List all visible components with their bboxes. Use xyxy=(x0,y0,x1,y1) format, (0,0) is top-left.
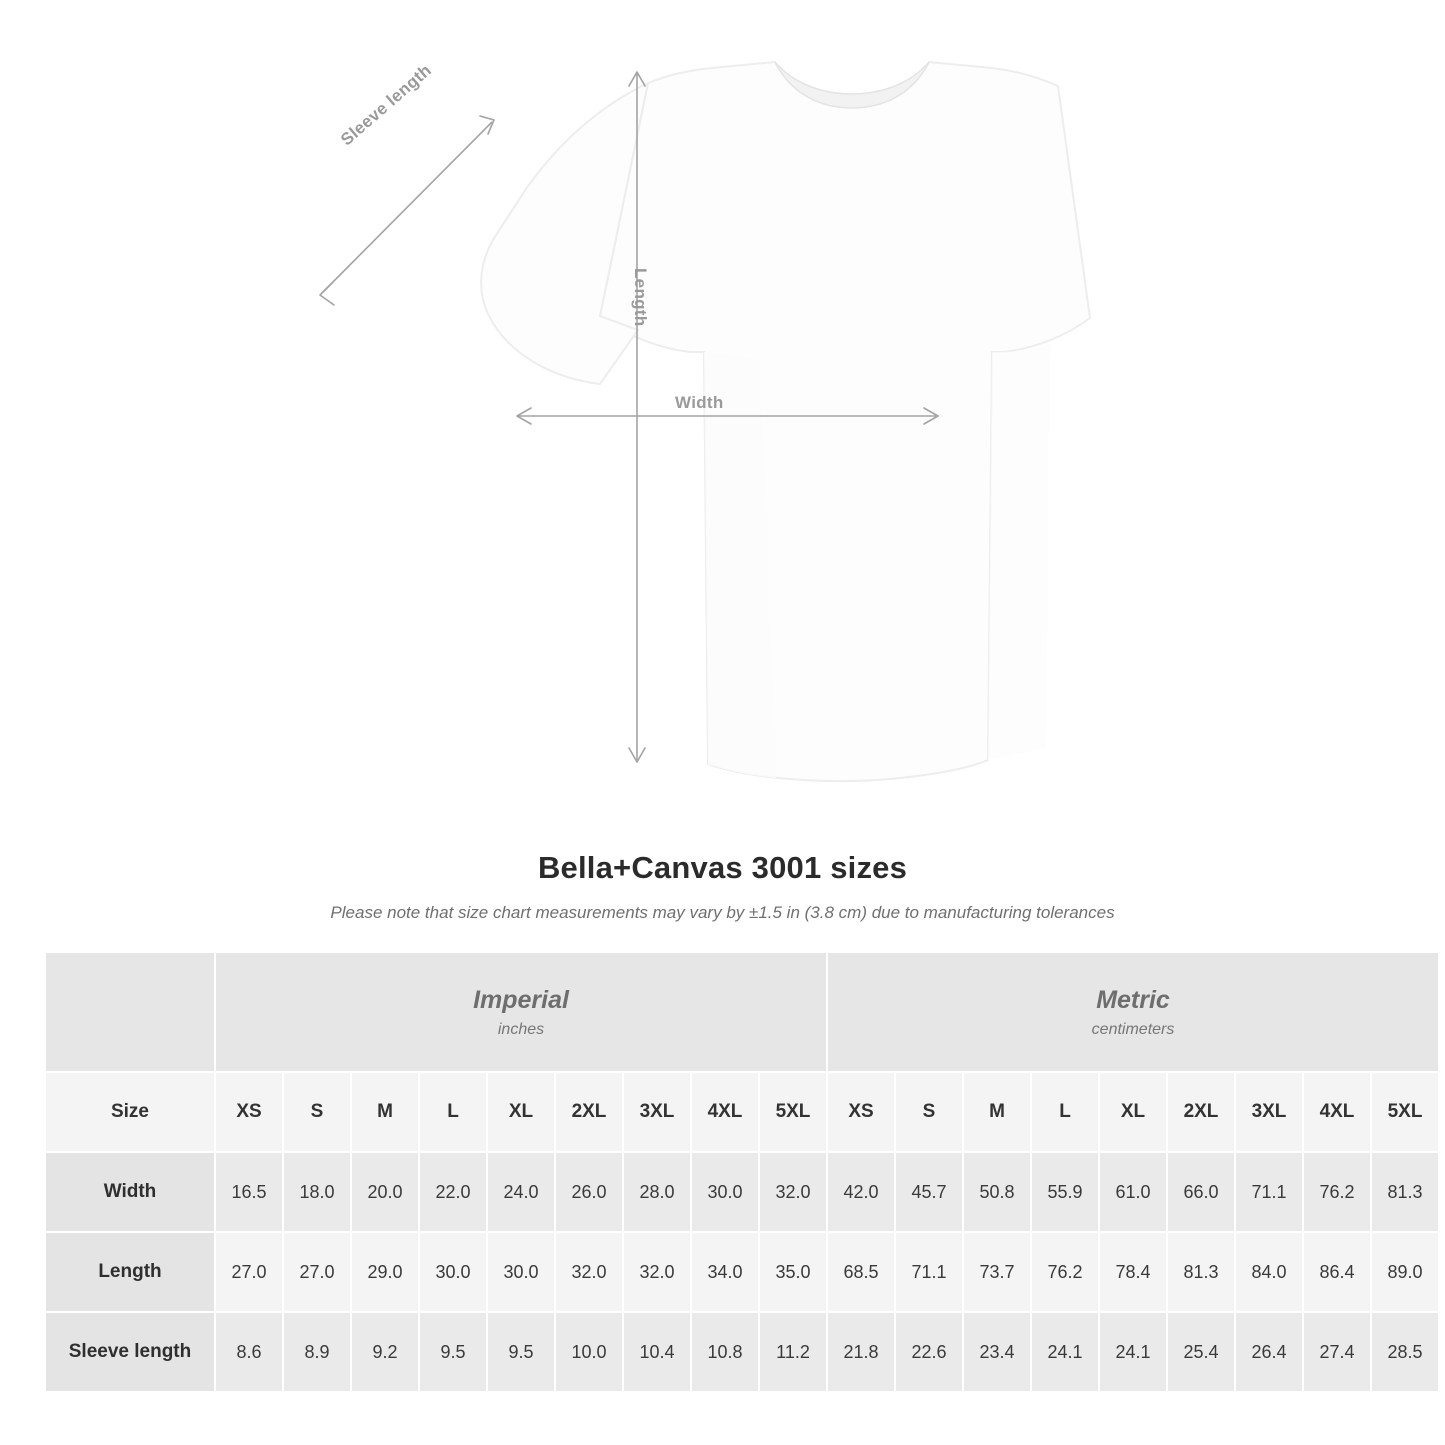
cell-length-imperial-4xl: 34.0 xyxy=(692,1233,758,1311)
cell-width-imperial-s: 18.0 xyxy=(284,1153,350,1231)
cell-sleeve-metric-5xl: 28.5 xyxy=(1372,1313,1438,1391)
cell-width-imperial-xl: 24.0 xyxy=(488,1153,554,1231)
cell-sleeve-metric-xs: 21.8 xyxy=(828,1313,894,1391)
cell-length-imperial-3xl: 32.0 xyxy=(624,1233,690,1311)
cell-width-imperial-2xl: 26.0 xyxy=(556,1153,622,1231)
header-metric-s: S xyxy=(896,1073,962,1151)
cell-sleeve-metric-s: 22.6 xyxy=(896,1313,962,1391)
cell-sleeve-metric-m: 23.4 xyxy=(964,1313,1030,1391)
metric-name: Metric xyxy=(1096,986,1170,1015)
header-metric-4xl: 4XL xyxy=(1304,1073,1370,1151)
header-imperial-5xl: 5XL xyxy=(760,1073,826,1151)
cell-sleeve-metric-4xl: 27.4 xyxy=(1304,1313,1370,1391)
cell-width-imperial-xs: 16.5 xyxy=(216,1153,282,1231)
header-metric-l: L xyxy=(1032,1073,1098,1151)
header-metric-m: M xyxy=(964,1073,1030,1151)
imperial-sub: inches xyxy=(497,1020,545,1038)
cell-width-metric-s: 45.7 xyxy=(896,1153,962,1231)
cell-length-metric-3xl: 84.0 xyxy=(1236,1233,1302,1311)
cell-width-metric-m: 50.8 xyxy=(964,1153,1030,1231)
row-label-width: Width xyxy=(46,1153,214,1231)
row-label-length: Length xyxy=(46,1233,214,1311)
cell-sleeve-imperial-3xl: 10.4 xyxy=(624,1313,690,1391)
cell-length-imperial-2xl: 32.0 xyxy=(556,1233,622,1311)
header-metric-xl: XL xyxy=(1100,1073,1166,1151)
cell-sleeve-metric-2xl: 25.4 xyxy=(1168,1313,1234,1391)
title-block xyxy=(0,850,1445,923)
cell-width-imperial-4xl: 30.0 xyxy=(692,1153,758,1231)
unit-header-row xyxy=(46,953,1438,1071)
cell-width-imperial-3xl: 28.0 xyxy=(624,1153,690,1231)
unit-header-spacer xyxy=(46,953,214,1071)
cell-width-imperial-l: 22.0 xyxy=(420,1153,486,1231)
cell-sleeve-metric-l: 24.1 xyxy=(1032,1313,1098,1391)
header-imperial-s: S xyxy=(284,1073,350,1151)
cell-sleeve-metric-xl: 24.1 xyxy=(1100,1313,1166,1391)
imperial-name: Imperial xyxy=(473,986,569,1015)
cell-length-imperial-xs: 27.0 xyxy=(216,1233,282,1311)
cell-length-metric-s: 71.1 xyxy=(896,1233,962,1311)
header-imperial-xs: XS xyxy=(216,1073,282,1151)
table-row xyxy=(46,1153,1438,1231)
header-imperial-m: M xyxy=(352,1073,418,1151)
length-label: Length xyxy=(631,268,650,327)
size-header-row xyxy=(46,1073,1438,1151)
cell-sleeve-imperial-xs: 8.6 xyxy=(216,1313,282,1391)
tshirt-shape xyxy=(481,62,1090,781)
header-imperial-4xl: 4XL xyxy=(692,1073,758,1151)
cell-length-metric-xl: 78.4 xyxy=(1100,1233,1166,1311)
cell-length-imperial-m: 29.0 xyxy=(352,1233,418,1311)
cell-width-metric-3xl: 71.1 xyxy=(1236,1153,1302,1231)
table-row xyxy=(46,1313,1438,1391)
cell-sleeve-imperial-4xl: 10.8 xyxy=(692,1313,758,1391)
cell-length-metric-m: 73.7 xyxy=(964,1233,1030,1311)
size-table xyxy=(44,951,1440,1393)
width-label: Width xyxy=(675,393,724,412)
header-imperial-3xl: 3XL xyxy=(624,1073,690,1151)
cell-width-metric-xl: 61.0 xyxy=(1100,1153,1166,1231)
sleeve-length-label: Sleeve length xyxy=(337,60,436,150)
cell-sleeve-imperial-l: 9.5 xyxy=(420,1313,486,1391)
cell-length-metric-4xl: 86.4 xyxy=(1304,1233,1370,1311)
cell-width-metric-2xl: 66.0 xyxy=(1168,1153,1234,1231)
cell-length-metric-xs: 68.5 xyxy=(828,1233,894,1311)
cell-width-imperial-5xl: 32.0 xyxy=(760,1153,826,1231)
cell-width-imperial-m: 20.0 xyxy=(352,1153,418,1231)
header-size: Size xyxy=(46,1073,214,1151)
metric-sub: centimeters xyxy=(1091,1020,1175,1038)
tolerance-note: Please note that size chart measurements may vary by ±1.5 in (3.8 cm) due to manufacturing tolerances xyxy=(330,903,1115,922)
cell-sleeve-imperial-5xl: 11.2 xyxy=(760,1313,826,1391)
header-imperial-2xl: 2XL xyxy=(556,1073,622,1151)
cell-length-imperial-l: 30.0 xyxy=(420,1233,486,1311)
cell-sleeve-imperial-2xl: 10.0 xyxy=(556,1313,622,1391)
cell-sleeve-imperial-xl: 9.5 xyxy=(488,1313,554,1391)
unit-header-imperial xyxy=(216,953,826,1071)
unit-header-metric xyxy=(828,953,1438,1071)
cell-width-metric-4xl: 76.2 xyxy=(1304,1153,1370,1231)
cell-width-metric-xs: 42.0 xyxy=(828,1153,894,1231)
page-title: Bella+Canvas 3001 sizes xyxy=(537,850,908,885)
header-metric-3xl: 3XL xyxy=(1236,1073,1302,1151)
size-table-wrapper xyxy=(44,951,1423,1393)
cell-length-imperial-xl: 30.0 xyxy=(488,1233,554,1311)
header-metric-2xl: 2XL xyxy=(1168,1073,1234,1151)
cell-sleeve-imperial-m: 9.2 xyxy=(352,1313,418,1391)
header-imperial-l: L xyxy=(420,1073,486,1151)
cell-length-metric-2xl: 81.3 xyxy=(1168,1233,1234,1311)
cell-length-imperial-s: 27.0 xyxy=(284,1233,350,1311)
cell-sleeve-metric-3xl: 26.4 xyxy=(1236,1313,1302,1391)
cell-sleeve-imperial-s: 8.9 xyxy=(284,1313,350,1391)
header-metric-xs: XS xyxy=(828,1073,894,1151)
table-row xyxy=(46,1233,1438,1311)
cell-width-metric-5xl: 81.3 xyxy=(1372,1153,1438,1231)
cell-length-metric-l: 76.2 xyxy=(1032,1233,1098,1311)
row-label-sleeve-length: Sleeve length xyxy=(46,1313,214,1391)
cell-length-metric-5xl: 89.0 xyxy=(1372,1233,1438,1311)
header-metric-5xl: 5XL xyxy=(1372,1073,1438,1151)
cell-length-imperial-5xl: 35.0 xyxy=(760,1233,826,1311)
header-imperial-xl: XL xyxy=(488,1073,554,1151)
cell-width-metric-l: 55.9 xyxy=(1032,1153,1098,1231)
